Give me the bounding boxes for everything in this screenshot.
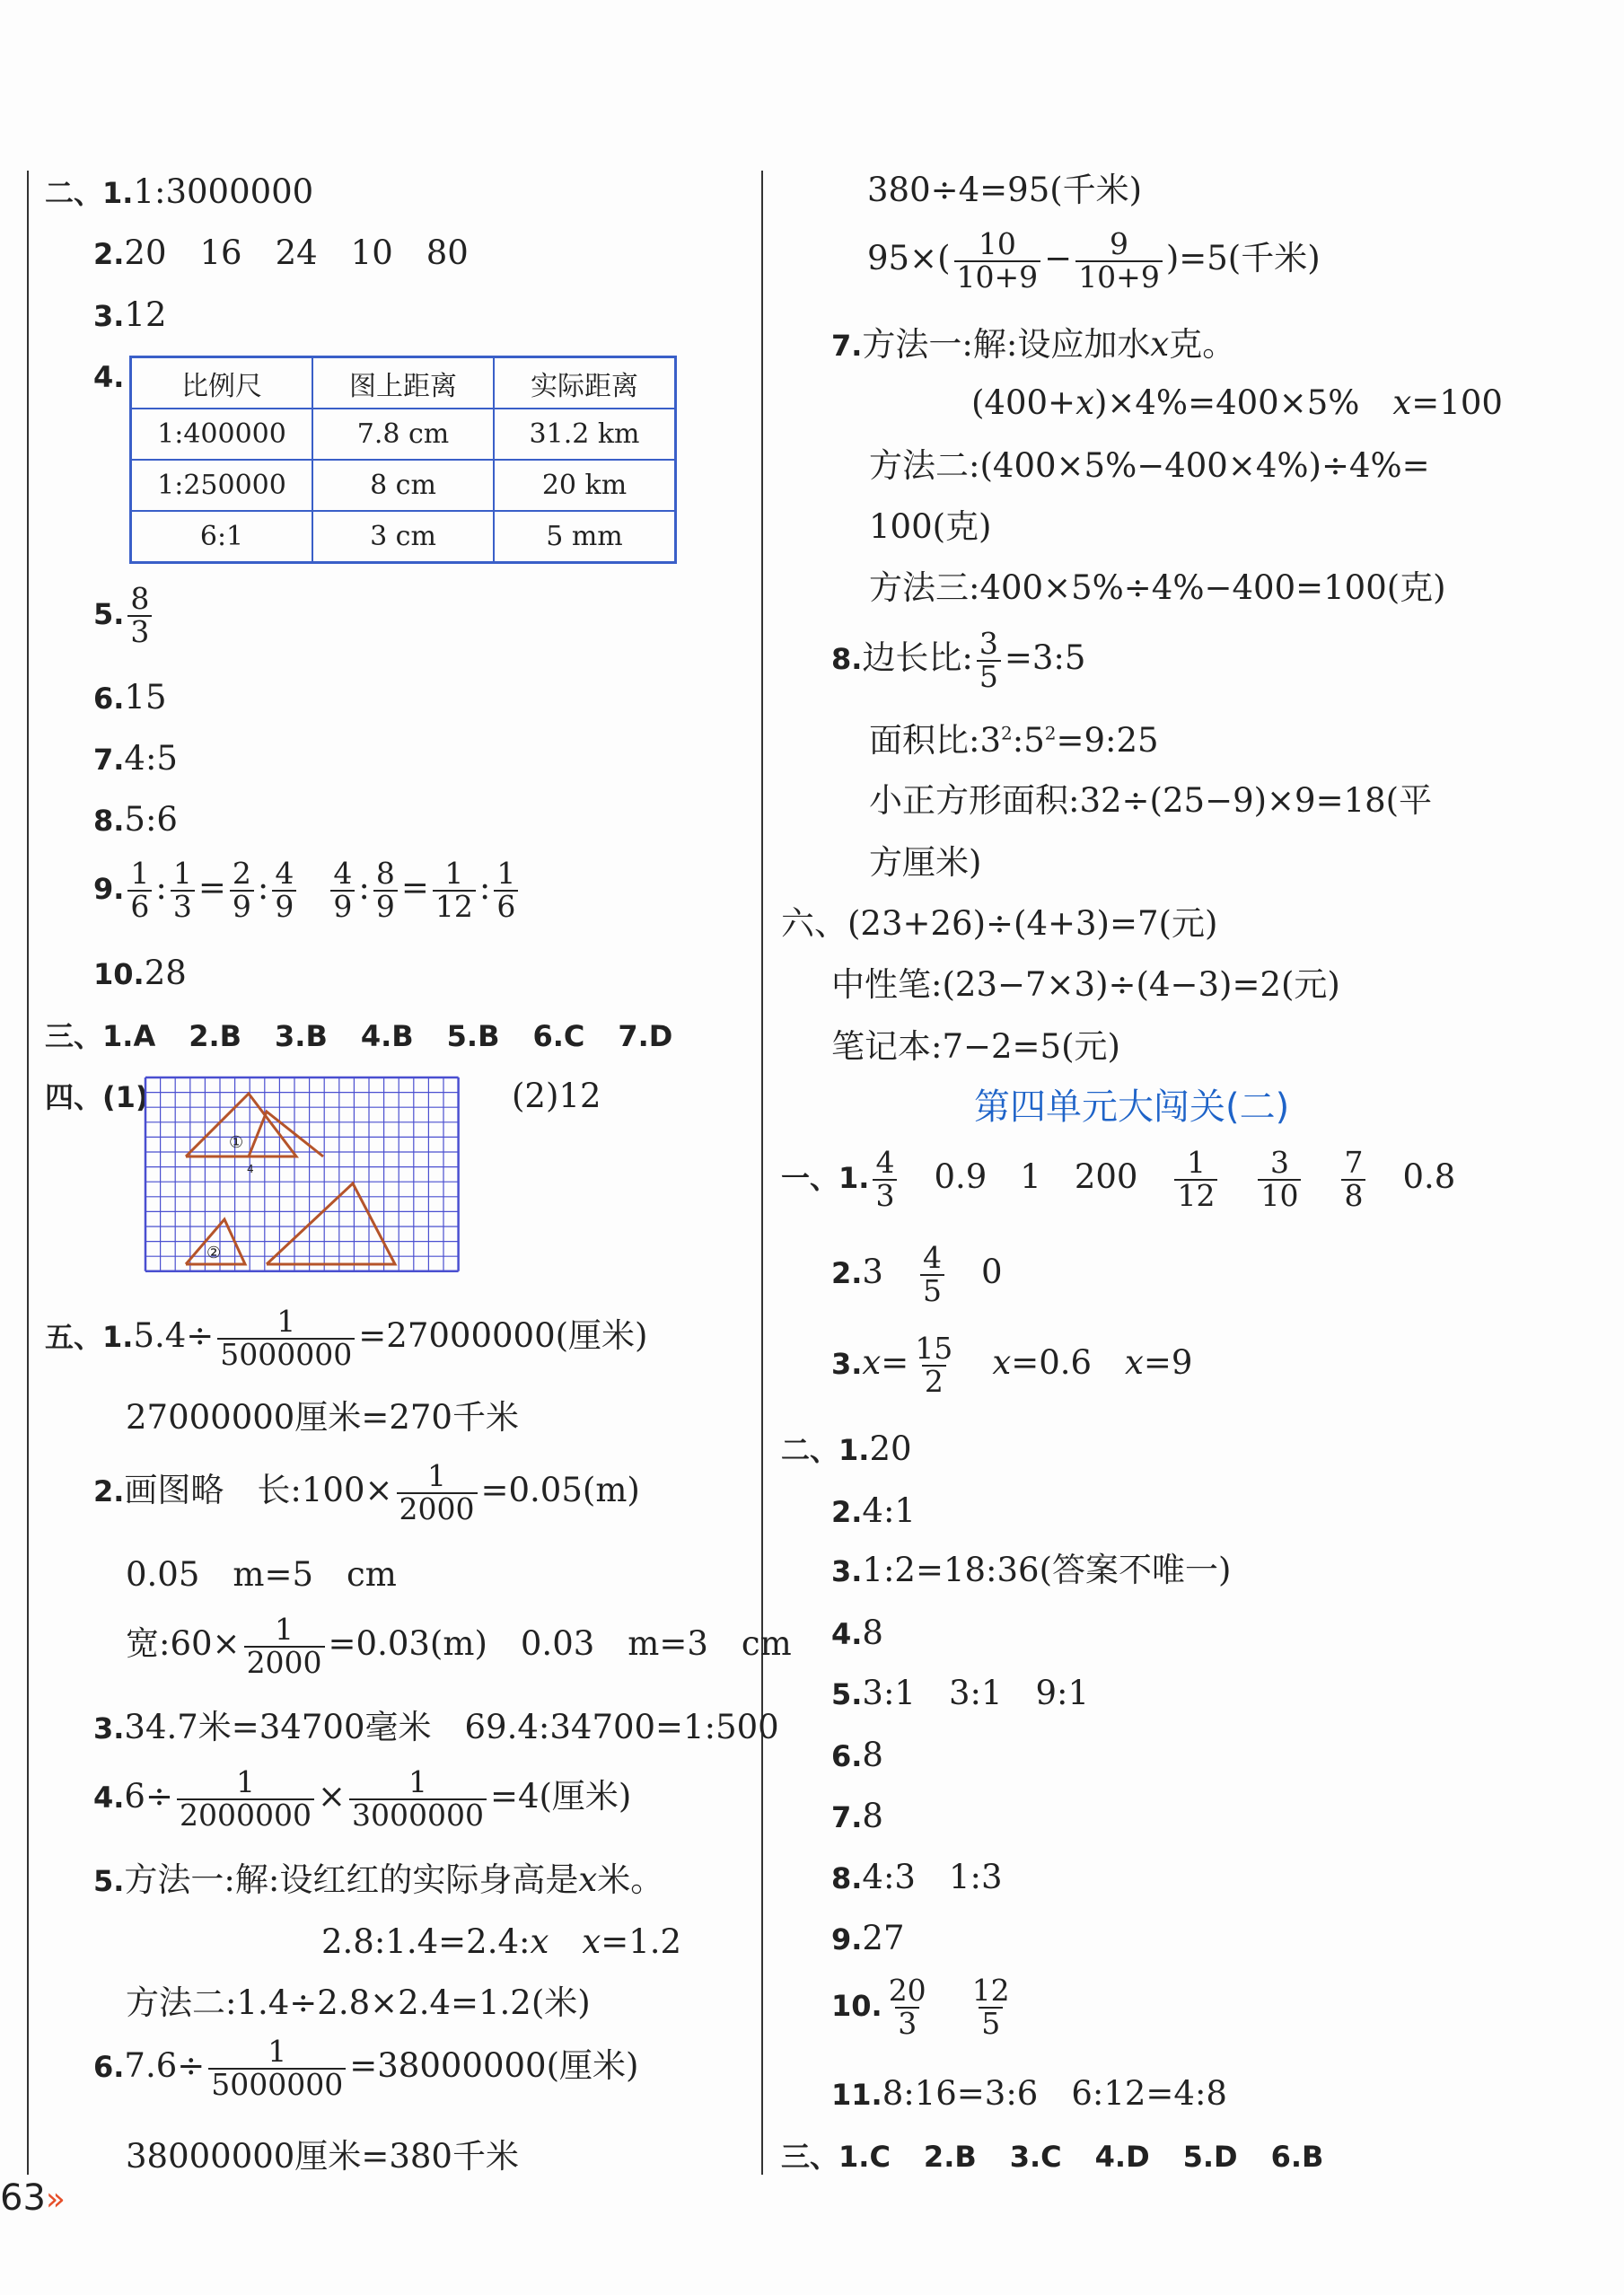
mark-2: ② bbox=[206, 1244, 222, 1262]
answer-5-5c: 方法二:1.4÷2.8×2.4=1.2(米) bbox=[126, 1983, 591, 2022]
mark-4: 4 bbox=[247, 1163, 254, 1175]
page-number: 63» bbox=[0, 2177, 66, 2219]
scale-table bbox=[129, 356, 677, 564]
answer-q3: 3.x= $\frac{15}{2}$ x=0.6 x=9 bbox=[831, 1331, 1193, 1399]
answer-q2: 2.3 $\frac{4}{5}$ 0 bbox=[831, 1240, 1003, 1308]
triangle-grid-figure bbox=[144, 1076, 476, 1282]
table-header-row bbox=[131, 357, 676, 409]
answer-5-6: 6.7.6÷ $\frac{1}{5000000}$ =38000000(厘米) bbox=[93, 2034, 639, 2102]
table-cell: 1:400000 bbox=[131, 409, 313, 460]
answer-e11: 11.8:16=3:6 6:12=4:8 bbox=[831, 2074, 1227, 2113]
answer-e9: 9.27 bbox=[831, 1919, 905, 1957]
answer-r1: 380÷4=95(千米) bbox=[867, 171, 1143, 209]
left-margin-rule bbox=[27, 171, 29, 2175]
double-chevron-icon: » bbox=[45, 2181, 66, 2218]
table-cell: 31.2 km bbox=[494, 409, 676, 460]
table-header: 实际距离 bbox=[494, 357, 676, 409]
answer-5-5b: 2.8:1.4=2.4:x x=1.2 bbox=[321, 1922, 682, 1961]
answer-r2: 95×( $\frac{10}{10+9}$ − $\frac{9}{10+9}$ )=5(千米) bbox=[867, 226, 1321, 295]
section-title: 第四单元大闯关(二) bbox=[974, 1086, 1290, 1128]
answer-e10: 10. $\frac{20}{3}$ $\frac{12}{5}$ bbox=[831, 1973, 1010, 2041]
answer-r8b: 面积比$:3^2:5^2=9:25$ bbox=[869, 721, 1159, 760]
answer-2-4-label: 4. bbox=[93, 360, 125, 394]
answer-4-1-label: 四、(1) bbox=[45, 1080, 149, 1114]
answer-r7: 7.方法一:解:设应加水x克。 bbox=[831, 325, 1236, 364]
answer-2-1: 二、1.1:3000000 bbox=[45, 172, 314, 211]
answer-e4: 4.8 bbox=[831, 1614, 883, 1652]
answer-e6: 6.8 bbox=[831, 1736, 883, 1774]
mark-1: ① bbox=[229, 1133, 244, 1152]
answer-r8c: 小正方形面积:32÷(25−9)×9=18(平 bbox=[869, 781, 1433, 820]
table-cell: 20 km bbox=[494, 460, 676, 511]
table-cell: 1:250000 bbox=[131, 460, 313, 511]
answer-e5: 5.3:1 3:1 9:1 bbox=[831, 1674, 1090, 1712]
table-row bbox=[131, 409, 676, 460]
answer-e1: 二、1.20 bbox=[781, 1429, 912, 1468]
answer-2-7: 7.4:5 bbox=[93, 739, 178, 778]
answer-5-2c: 宽:60× $\frac{1}{2000}$ =0.03(m) 0.03 m=3 cm bbox=[126, 1612, 792, 1680]
answer-5-2: 2.画图略 长:100× $\frac{1}{2000}$ =0.05(m) bbox=[93, 1458, 640, 1526]
answer-2-8: 8.5:6 bbox=[93, 800, 178, 839]
answer-r7e: 方法三:400×5%÷4%−400=100(克) bbox=[869, 568, 1446, 607]
answer-5-2b: 0.05 m=5 cm bbox=[126, 1555, 397, 1594]
answers-right-section-3: 三、1.C 2.B 3.C 4.D 5.D 6.B bbox=[781, 2140, 1324, 2174]
table-cell: 5 mm bbox=[494, 511, 676, 563]
table-cell: 8 cm bbox=[312, 460, 494, 511]
answer-r6c: 笔记本:7−2=5(元) bbox=[831, 1027, 1120, 1066]
answer-2-6: 6.15 bbox=[93, 678, 167, 717]
answer-2-3: 3.12 bbox=[93, 295, 167, 334]
answer-e7: 7.8 bbox=[831, 1797, 883, 1835]
answer-e8: 8.4:3 1:3 bbox=[831, 1858, 1003, 1896]
table-header: 图上距离 bbox=[312, 357, 494, 409]
answer-r6: 六、(23+26)÷(4+3)=7(元) bbox=[781, 904, 1218, 943]
answer-r7c: 方法二:(400×5%−400×4%)÷4%= bbox=[869, 446, 1430, 485]
table-header: 比例尺 bbox=[131, 357, 313, 409]
answer-5-4: 4.6÷ $\frac{1}{2000000}$ × $\frac{1}{3000000}$ =4(厘米) bbox=[93, 1764, 632, 1833]
answer-e3: 3.1:2=18:36(答案不唯一) bbox=[831, 1551, 1232, 1589]
answer-q1: 一、1. $\frac{4}{3}$ 0.9 1 200 $\frac{1}{12}$ $\frac{3}{10}$ $\frac{7}{8}$ 0.8 bbox=[781, 1145, 1456, 1213]
answer-2-10: 10.28 bbox=[93, 954, 187, 992]
answer-5-1: 五、1.5.4÷ $\frac{1}{5000000}$ =27000000(厘米) bbox=[45, 1304, 648, 1372]
table-cell: 6:1 bbox=[131, 511, 313, 563]
triangle-1b bbox=[249, 1112, 323, 1156]
answers-section-3: 三、1.A 2.B 3.B 4.B 5.B 6.C 7.D bbox=[45, 1019, 673, 1053]
answer-2-5: 5. $\frac{8}{3}$ bbox=[93, 584, 155, 647]
answer-r8: 8.边长比: $\frac{3}{5}$ =3:5 bbox=[831, 626, 1086, 694]
answer-r7d: 100(克) bbox=[869, 507, 992, 546]
grid-lines bbox=[145, 1077, 459, 1271]
answer-r7b: (400+x)×4%=400×5% x=100 bbox=[971, 383, 1503, 422]
table-row bbox=[131, 460, 676, 511]
table-row bbox=[131, 511, 676, 563]
answer-e2: 2.4:1 bbox=[831, 1491, 916, 1530]
answer-5-6b: 38000000厘米=380千米 bbox=[126, 2137, 519, 2176]
answer-r6b: 中性笔:(23−7×3)÷(4−3)=2(元) bbox=[831, 965, 1340, 1004]
answer-4-2: (2)12 bbox=[512, 1077, 601, 1115]
answer-2-2: 2.20 16 24 10 80 bbox=[93, 233, 469, 272]
answer-5-3: 3.34.7米=34700毫米 69.4:34700=1:500 bbox=[93, 1708, 779, 1746]
answer-5-1b: 27000000厘米=270千米 bbox=[126, 1398, 519, 1437]
answer-5-5: 5.方法一:解:设红红的实际身高是x米。 bbox=[93, 1860, 664, 1899]
table-cell: 3 cm bbox=[312, 511, 494, 563]
answer-2-9: 9. $\frac{1}{6}$ : $\frac{1}{3}$ = $\frac{2}{9}$ : $\frac{4}{9}$ $\frac{4}{9}$ : $\frac{8}{9}$ = $\frac{1}{12}$ : $\frac{1}{6}$ bbox=[93, 858, 522, 922]
column-divider bbox=[761, 171, 763, 2175]
table-cell: 7.8 cm bbox=[312, 409, 494, 460]
fraction: $\frac{8}{3}$ bbox=[127, 584, 152, 647]
triangle-3 bbox=[267, 1183, 395, 1264]
answer-r8d: 方厘米) bbox=[869, 843, 982, 882]
